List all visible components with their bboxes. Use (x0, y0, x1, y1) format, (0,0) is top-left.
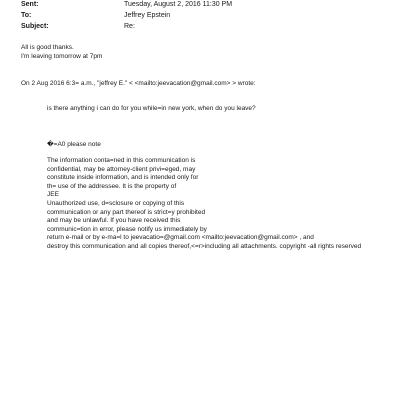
subject-label: Subject: (21, 23, 49, 30)
to-value: Jeffrey Epstein (124, 12, 171, 19)
quote-intro: On 2 Aug 2016 6:3= a.m., "jeffrey E." < <mailto:jeevacation@gmail.com> > wrote: (21, 80, 256, 87)
disclaimer-line: JEE (47, 191, 59, 199)
disclaimer-line: communication or any part thereof is strict=y prohibited (47, 208, 206, 216)
reply-line-1: All is good thanks. (21, 44, 74, 51)
to-label: To: (21, 12, 32, 19)
sent-value: Tuesday, August 2, 2016 11:30 PM (124, 1, 233, 8)
disclaimer-line: confidential, may be attorney-client privi=eged, may (47, 165, 196, 173)
disclaimer-block (47, 157, 361, 252)
reply-line-2: I'm leaving tomorrow at 7pm (21, 53, 103, 60)
disclaimer-line: The information conta=ned in this communication is (47, 157, 196, 164)
sent-label: Sent: (21, 1, 39, 8)
disclaimer-line: destroy this communication and all copies thereof,<=r>including all attachments. copyright -all rights reserved (47, 242, 362, 250)
quoted-question: is there anything i can do for you while=in new york, when do you leave? (47, 105, 256, 112)
disclaimer-line: constitute inside information, and is intended only for (47, 174, 199, 182)
disclaimer-line: return e-mail or by e-ma=l to jeevacatio=@gmail.com <mailto:jeevacation@gmail.com> , and (47, 234, 314, 242)
subject-value: Re: (124, 23, 135, 30)
disclaimer-line: th= use of the addressee. It is the property of (47, 182, 177, 190)
disclaimer-line: communic=tion in error, please notify us immediately by (47, 225, 207, 233)
note-line: �=A0 please note (47, 141, 101, 148)
disclaimer-line: and may be unlawful. If you have received this (47, 217, 181, 225)
disclaimer-line: Unauthorized use, d=sclosure or copying of this (47, 199, 185, 207)
